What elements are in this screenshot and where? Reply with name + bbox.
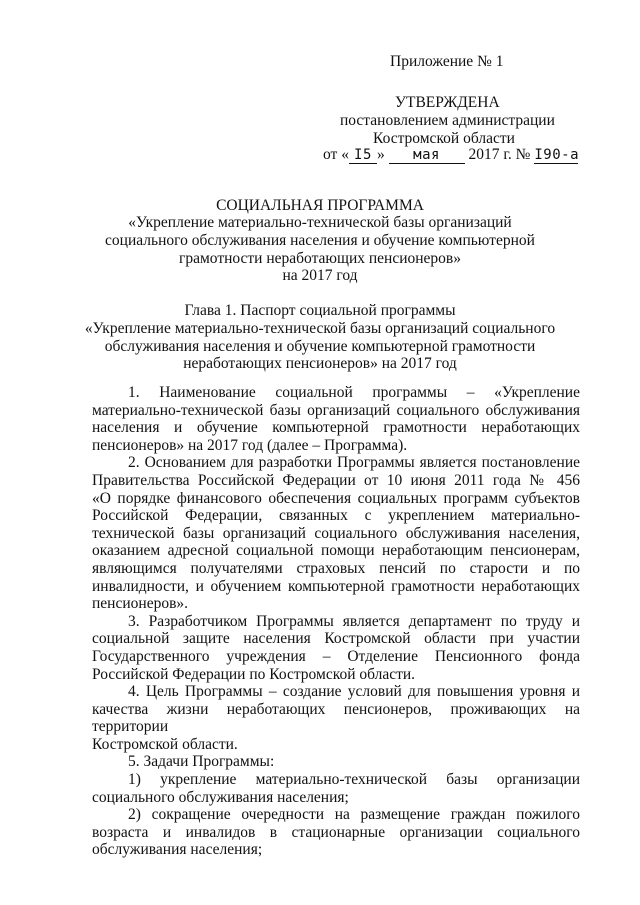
paragraph-line: социального обслуживания населения; [92, 788, 349, 806]
date-prefix: от « [323, 146, 349, 163]
paragraph-line: 1. Наименование социальной программы – «Укрепление [128, 384, 580, 401]
program-title-line-1: СОЦИАЛЬНАЯ ПРОГРАММА [216, 197, 424, 214]
date-number: I90-а [534, 147, 580, 163]
paragraph-line: 2) сокращение очередности на размещение граждан пожилого [128, 806, 580, 824]
program-title-line-2: «Укрепление материально-технической базы организаций [128, 214, 512, 231]
paragraph-5 [92, 753, 580, 771]
approval-title: УТВЕРЖДЕНА [395, 94, 500, 111]
paragraph-2 [92, 454, 580, 612]
paragraph-line: 4. Цель Программы – создание условий для повышения уровня и [128, 683, 580, 701]
paragraph-line: инвалидности, и обучением компьютерной грамотности неработающих [92, 577, 580, 595]
paragraph-line: являющимся получателями страховых пенсий по старости и по [92, 559, 580, 577]
approval-date-line [323, 146, 578, 164]
appendix-label: Приложение № 1 [390, 53, 504, 70]
date-mid: » [376, 146, 385, 163]
date-month: мая [389, 147, 465, 164]
paragraph-line: 3. Разработчиком Программы является департамент по труду и [128, 612, 580, 630]
paragraph-line: Костромской области. [92, 735, 238, 753]
paragraph-line: «О порядке финансового обеспечения социальных программ субъектов [92, 489, 580, 507]
program-title-line-4: грамотности неработающих пенсионеров» [178, 250, 462, 267]
paragraph-5-item-2 [92, 806, 580, 859]
paragraph-5-item-1 [92, 771, 580, 806]
paragraph-line: Российской Федерации по Костромской области. [92, 665, 416, 683]
program-title-line-5: на 2017 год [282, 267, 358, 284]
paragraph-line: населения и обучение компьютерной грамотности неработающих [92, 419, 580, 437]
paragraph-line: Российской Федерации, связанных с укреплением материально- [92, 507, 580, 525]
paragraph-line: социальной защите населения Костромской области при участии [92, 630, 580, 648]
date-year: 2017 г. № [468, 146, 531, 163]
paragraph-line: материально-технической базы организаций социального обслуживания [92, 401, 580, 419]
approval-line-1: постановлением администрации [340, 112, 555, 129]
paragraph-line: 2. Основанием для разработки Программы является постановление [128, 454, 580, 472]
paragraph-4 [92, 683, 580, 753]
paragraph-1 [92, 384, 580, 454]
paragraph-line: обслуживания населения; [92, 841, 263, 859]
paragraph-line: Государственного учреждения – Отделение Пенсионного фонда [92, 647, 580, 665]
date-day: I5 [349, 147, 377, 164]
document-body [92, 384, 580, 859]
paragraph-line: 5. Задачи Программы: [128, 753, 275, 771]
paragraph-line: оказанием адресной социальной помощи неработающим пенсионерам, [92, 542, 580, 560]
paragraph-line: Правительства Российской Федерации от 10 июня 2011 года № 456 [92, 471, 580, 489]
paragraph-line: пенсионеров». [92, 595, 189, 613]
chapter-heading-line-3: обслуживания населения и обучение компьютерной грамотности [104, 338, 536, 355]
program-title-line-3: социального обслуживания населения и обучение компьютерной [105, 232, 535, 249]
chapter-heading-line-2: «Укрепление материально-технической базы организаций социального [84, 320, 556, 337]
chapter-heading-line-4: неработающих пенсионеров» на 2017 год [183, 355, 457, 372]
chapter-heading-line-1: Глава 1. Паспорт социальной программы [184, 302, 456, 319]
approval-line-2: Костромской области [373, 130, 515, 147]
paragraph-line: технической базы организаций социального обслуживания населения, [92, 524, 580, 542]
paragraph-line: возраста и инвалидов в стационарные организации социального [92, 823, 580, 841]
paragraph-line: пенсионеров» на 2017 год (далее – Программа). [92, 436, 408, 454]
paragraph-3 [92, 613, 580, 683]
paragraph-line: качества жизни неработающих пенсионеров, проживающих на территории [92, 700, 580, 736]
paragraph-line: 1) укрепление материально-технической базы организации [128, 771, 580, 789]
